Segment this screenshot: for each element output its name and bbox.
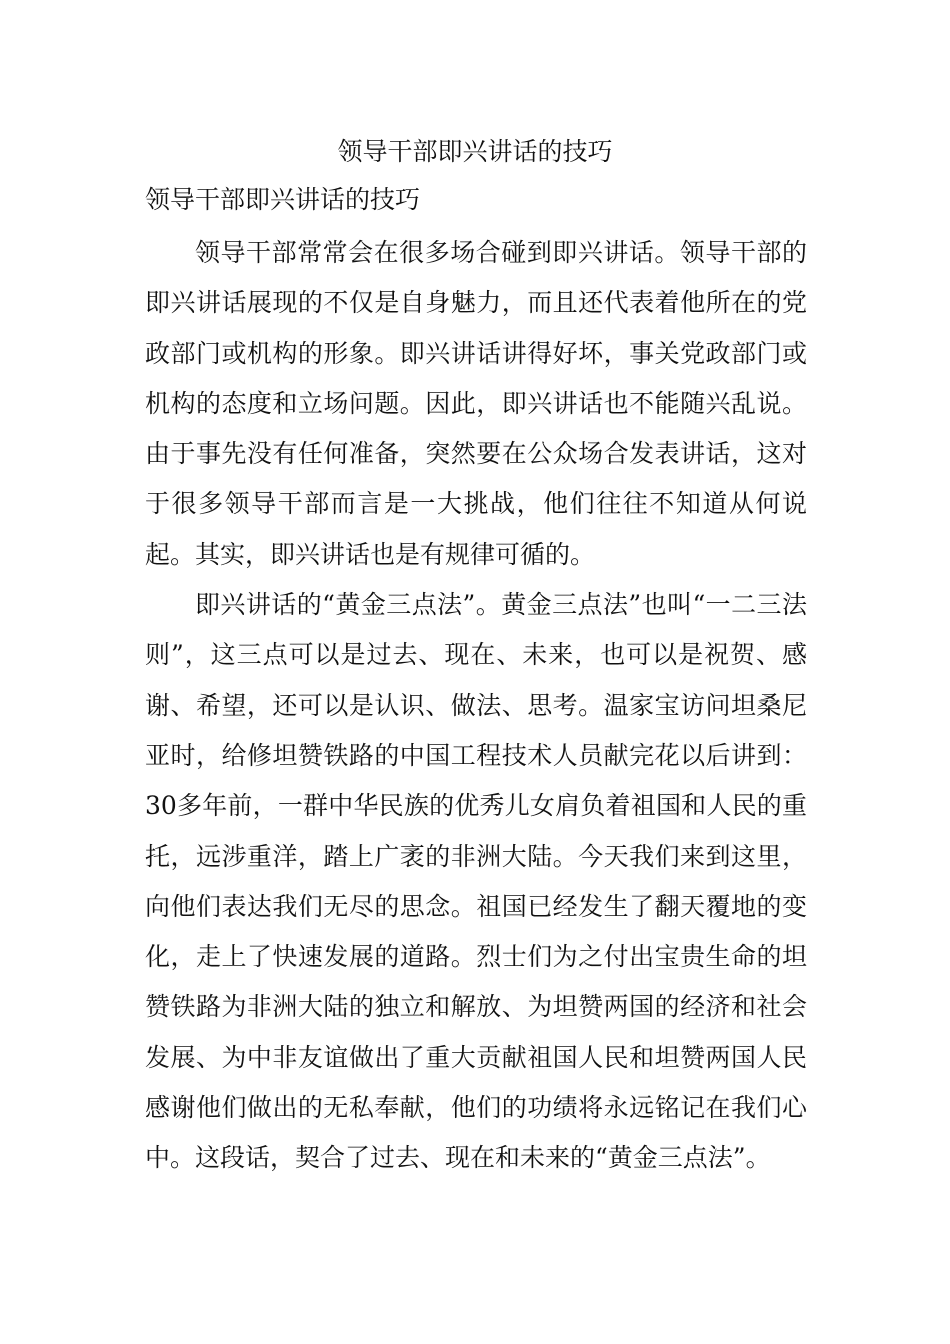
paragraph-intro: 领导干部常常会在很多场合碰到即兴讲话。领导干部的即兴讲话展现的不仅是自身魅力，而且还代表着他所在的党政部门或机构的形象。即兴讲话讲得好坏，事关党政部门或机构的态度和立场问题。因此，即兴讲话也不能随兴乱说。由于事先没有任何准备，突然要在公众场合发表讲话，这对于很多领导干部而言是一大挑战，他们往往不知道从何说起。其实，即兴讲话也是有规律可循的。 [145, 238, 807, 569]
document-body [145, 228, 807, 1184]
document-title: 领导干部即兴讲话的技巧 [337, 137, 613, 166]
paragraph-golden-three-points: 即兴讲话的“黄金三点法”。黄金三点法”也叫“一二三法则”，这三点可以是过去、现在、未来，也可以是祝贺、感谢、希望，还可以是认识、做法、思考。温家宝访问坦桑尼亚时，给修坦赞铁路的中国工程技术人员献完花以后讲到：30多年前，一群中华民族的优秀儿女肩负着祖国和人民的重托，远涉重洋，踏上广袤的非洲大陆。今天我们来到这里，向他们表达我们无尽的思念。祖国已经发生了翻天覆地的变化，走上了快速发展的道路。烈士们为之付出宝贵生命的坦赞铁路为非洲大陆的独立和解放、为坦赞两国的经济和社会发展、为中非友谊做出了重大贡献祖国人民和坦赞两国人民感谢他们做出的无私奉献，他们的功绩将永远铭记在我们心中。这段话，契合了过去、现在和未来的“黄金三点法”。 [145, 590, 807, 1173]
document-subtitle: 领导干部即兴讲话的技巧 [145, 185, 421, 214]
